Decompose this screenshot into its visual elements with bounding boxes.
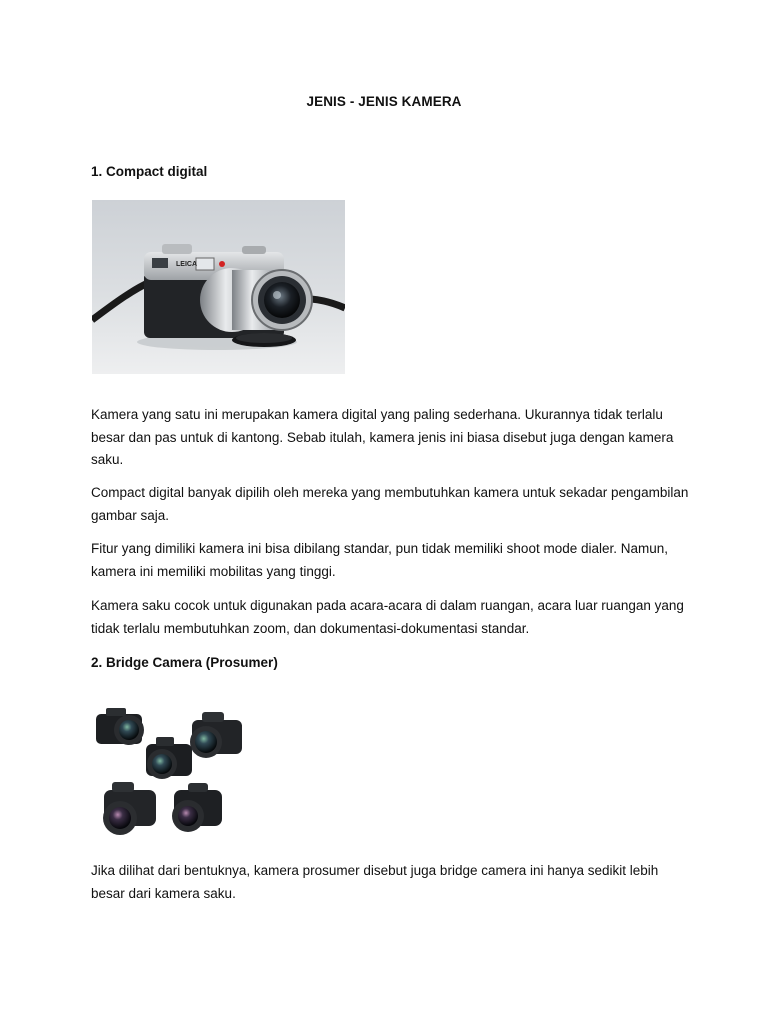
section-heading-compact-digital: 1. Compact digital [91,164,208,179]
paragraph: Fitur yang dimiliki kamera ini bisa dibilang standar, pun tidak memiliki shoot mode dialer. Namun, kamera ini memiliki mobilitas yang tinggi. [91,541,669,579]
bridge-cameras-photo [92,694,250,842]
paragraph: Kamera saku cocok untuk digunakan pada acara-acara di dalam ruangan, acara luar ruangan yang tidak terlalu membutuhkan zoom, dan dokumentasi-dokumentasi standar. [91,598,684,636]
document-title: JENIS - JENIS KAMERA [306,94,462,109]
leica-logo-text: LEICA [176,261,197,268]
section-heading-bridge-camera: 2. Bridge Camera (Prosumer) [91,655,278,670]
paragraph: Jika dilihat dari bentuknya, kamera prosumer disebut juga bridge camera ini hanya sedikit lebih besar dari kamera saku. [91,863,659,901]
paragraph: Compact digital banyak dipilih oleh mereka yang membutuhkan kamera untuk sekadar pengambilan gambar saja. [91,485,689,523]
paragraph: Kamera yang satu ini merupakan kamera digital yang paling sederhana. Ukurannya tidak terlalu besar dan pas untuk di kantong. Sebab itulah, kamera jenis ini biasa disebut juga dengan kamera saku. [91,407,674,467]
compact-camera-photo [92,200,345,374]
